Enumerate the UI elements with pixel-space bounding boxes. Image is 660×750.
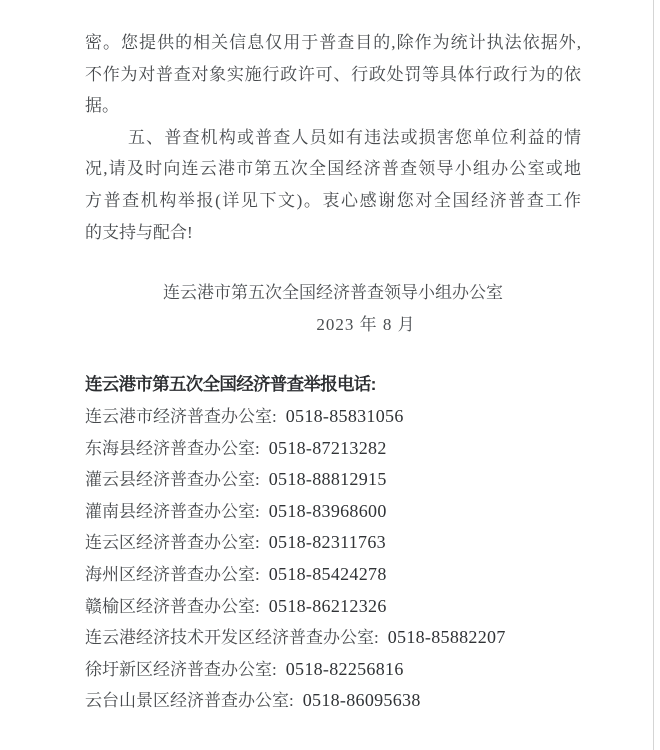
text-line: 五、普查机构或普查人员如有违法或损害您单位利益的情 (128, 127, 581, 147)
office-label: 灌南县经济普查办公室: (85, 501, 260, 521)
hotline-item (85, 559, 581, 591)
phone-number: 0518-87213282 (268, 437, 387, 458)
text-line: 密。您提供的相关信息仅用于普查目的,除作为统计执法依据外, (85, 33, 581, 52)
scan-edge-artifact (653, 0, 654, 750)
signature-block (85, 277, 581, 340)
office-label: 连云区经济普查办公室: (85, 533, 260, 553)
office-label: 赣榆区经济普查办公室: (85, 596, 260, 616)
signature-date: 2023 年 8 月 (316, 314, 416, 334)
phone-number: 0518-85882207 (387, 627, 506, 648)
office-label: 灌云县经济普查办公室: (85, 470, 260, 490)
office-label: 徐圩新区经济普查办公室: (85, 659, 277, 679)
hotline-item (85, 527, 581, 559)
text-line: 方普查机构举报(详见下文)。衷心感谢您对全国经济普查工作 (85, 190, 581, 210)
text-line: 况,请及时向连云港市第五次全国经济普查领导小组办公室或地 (85, 159, 581, 179)
phone-number: 0518-85424278 (268, 563, 387, 584)
phone-number: 0518-86212326 (268, 595, 387, 616)
phone-number: 0518-86095638 (302, 690, 421, 711)
phone-number: 0518-88812915 (268, 469, 387, 490)
phone-number: 0518-85831056 (285, 405, 404, 426)
hotline-item (85, 654, 581, 686)
office-label: 连云港市经济普查办公室: (85, 406, 277, 426)
hotline-item (85, 685, 581, 717)
hotline-item (85, 464, 581, 496)
hotline-item (85, 591, 581, 623)
office-label: 东海县经济普查办公室: (85, 438, 260, 458)
office-label: 连云港经济技术开发区经济普查办公室: (85, 628, 379, 648)
document-body (85, 27, 581, 717)
hotline-item (85, 433, 581, 465)
signature-organization: 连云港市第五次全国经济普查领导小组办公室 (163, 283, 503, 303)
hotline-list (85, 401, 581, 717)
hotline-item (85, 401, 581, 433)
hotline-heading: 连云港市第五次全国经济普查举报电话: (85, 374, 376, 395)
paragraph-confidentiality (85, 27, 581, 122)
text-line: 的支持与配合! (85, 222, 193, 242)
phone-number: 0518-82311763 (268, 532, 386, 553)
office-label: 海州区经济普查办公室: (85, 564, 260, 584)
hotline-item (85, 622, 581, 654)
phone-number: 0518-82256816 (285, 658, 404, 679)
office-label: 云台山景区经济普查办公室: (85, 691, 294, 711)
text-line: 据。 (85, 96, 119, 116)
phone-number: 0518-83968600 (268, 500, 387, 521)
text-line: 不作为对普查对象实施行政许可、行政处罚等具体行政行为的依 (85, 64, 581, 84)
hotline-item (85, 496, 581, 528)
paragraph-report-violations (85, 122, 581, 248)
